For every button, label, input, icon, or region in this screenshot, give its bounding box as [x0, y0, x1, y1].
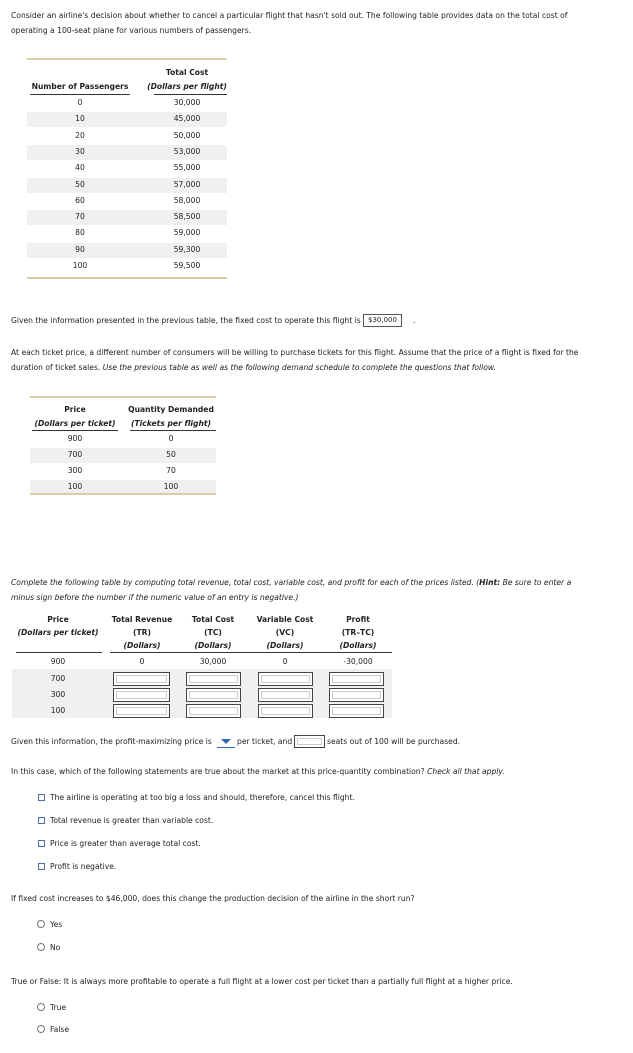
profit-row-900-tc: 30,000 [199, 657, 227, 666]
demand-intro-line-1: At each ticket price, a different number of consumers will be willing to purchase tickets for this flight. Assume that the price of a flight is fixed for the [11, 348, 579, 357]
intro-line-1: Consider an airline's decision about whether to cancel a particular flight that hasn't sold out. The following table provides data on the total cost of [11, 11, 568, 20]
cost-passengers-cell: 40 [75, 163, 85, 173]
true-false-option-label: True [50, 1003, 67, 1012]
profit-table [12, 610, 392, 720]
profit-row-900-price: 900 [50, 657, 66, 666]
cost-header-total-cost: Total Cost [165, 68, 209, 77]
profit-header-tr-abbr: (TR) [133, 628, 151, 637]
variable-cost-input[interactable] [258, 672, 313, 686]
cost-header-passengers: Number of Passengers [31, 82, 129, 91]
statements-question-text: In this case, which of the following statements are true about the market at this price-quantity combination? [11, 767, 428, 776]
demand-quantity-cell: 0 [168, 434, 174, 443]
statement-checkbox[interactable] [38, 840, 45, 847]
profit-row-900-profit: -30,000 [343, 657, 373, 666]
fixed-cost-question: Given the information presented in the previous table, the fixed cost to operate this flight is [11, 316, 361, 325]
total-revenue-input[interactable] [113, 704, 170, 718]
cost-total-cell: 58,500 [173, 212, 201, 222]
cost-passengers-cell: 30 [75, 146, 85, 156]
cost-total-cell: 53,000 [173, 146, 201, 156]
cost-total-cell: 30,000 [173, 98, 201, 107]
demand-quantity-cell: 50 [166, 450, 176, 459]
total-cost-input[interactable] [186, 688, 241, 702]
cost-table [27, 58, 227, 282]
cost-total-cell: 58,000 [173, 195, 201, 205]
profit-max-text-a: Given this information, the profit-maximizing price is [11, 737, 212, 746]
demand-quantity-cell: 100 [163, 482, 179, 491]
cost-total-cell: 59,500 [173, 261, 201, 270]
profit-header-tr-unit: (Dollars) [123, 641, 161, 650]
profit-header-price: Price [47, 615, 69, 624]
cost-total-cell: 59,000 [173, 228, 201, 238]
profit-row-price: 700 [50, 674, 66, 683]
profit-header-profit-unit: (Dollars) [339, 641, 377, 650]
cost-passengers-cell: 70 [75, 212, 85, 222]
statement-checkbox[interactable] [38, 863, 45, 870]
profit-row-900-tr: 0 [139, 657, 145, 666]
cost-total-cell: 57,000 [173, 179, 201, 189]
compute-line-2: minus sign before the number if the numeric value of an entry is negative.) [11, 593, 299, 602]
statement-option-label: Total revenue is greater than variable cost. [50, 816, 214, 825]
total-cost-input[interactable] [186, 672, 241, 686]
statement-option-label: The airline is operating at too big a loss and should, therefore, cancel this flight. [50, 793, 355, 802]
profit-input[interactable] [329, 688, 384, 702]
cost-passengers-cell: 90 [75, 244, 85, 254]
cost-total-cell: 45,000 [173, 114, 201, 124]
profit-header-price-unit: (Dollars per ticket) [17, 628, 99, 637]
demand-price-cell: 100 [67, 482, 83, 491]
demand-price-cell: 300 [67, 466, 83, 475]
profit-header-tc-abbr: (TC) [204, 628, 222, 637]
profit-row-price: 100 [50, 706, 66, 715]
statement-option-label: Price is greater than average total cost. [50, 839, 201, 848]
cost-total-cell: 55,000 [173, 163, 201, 173]
cost-passengers-cell: 60 [75, 195, 85, 205]
profit-max-text-b: per ticket, and [237, 737, 293, 746]
intro-line-2: operating a 100-seat plane for various numbers of passengers. [11, 26, 252, 35]
profit-header-vc: Variable Cost [256, 615, 314, 624]
demand-intro-instruction: Use the previous table as well as the following demand schedule to complete the questions that follow. [102, 363, 497, 372]
true-false-question: True or False: It is always more profitable to operate a full flight at a lower cost per ticket than a partially full flight at a higher price. [11, 977, 513, 986]
dropdown-arrow-icon [221, 739, 231, 744]
total-revenue-input[interactable] [113, 688, 170, 702]
compute-line-1a: Complete the following table by computing total revenue, total cost, variable cost, and profit for each of the prices listed. ( [11, 578, 480, 587]
fixed-increase-option-label: No [50, 943, 61, 952]
fixed-cost-period: . [413, 316, 416, 325]
profit-row-price: 300 [50, 690, 66, 699]
fixed-increase-radio[interactable] [37, 943, 45, 951]
profit-row-900-vc: 0 [282, 657, 288, 666]
demand-table [30, 396, 216, 498]
total-revenue-input[interactable] [113, 672, 170, 686]
profit-input[interactable] [329, 672, 384, 686]
fixed-increase-question: If fixed cost increases to $46,000, does this change the production decision of the airline in the short run? [11, 894, 415, 903]
cost-total-cell: 59,300 [173, 244, 201, 254]
intro-text [11, 8, 567, 38]
cost-passengers-cell: 80 [75, 228, 85, 238]
statement-checkbox[interactable] [38, 794, 45, 801]
profit-header-vc-unit: (Dollars) [266, 641, 304, 650]
true-false-radio[interactable] [37, 1003, 45, 1011]
demand-intro [11, 345, 578, 375]
fixed-cost-answer[interactable]: $30,000 [363, 314, 402, 327]
demand-header-price: Price [64, 405, 86, 414]
profit-header-vc-abbr: (VC) [275, 628, 295, 637]
seats-input[interactable] [294, 735, 325, 748]
true-false-radio[interactable] [37, 1025, 45, 1033]
profit-header-profit-abbr: (TR–TC) [341, 628, 375, 637]
cost-passengers-cell: 100 [72, 261, 88, 270]
profit-header-tr: Total Revenue [111, 615, 173, 624]
variable-cost-input[interactable] [258, 688, 313, 702]
total-cost-input[interactable] [186, 704, 241, 718]
profit-header-tc-unit: (Dollars) [194, 641, 232, 650]
compute-hint-label: Hint: [479, 578, 501, 587]
statement-checkbox[interactable] [38, 817, 45, 824]
demand-header-quantity: Quantity Demanded [128, 405, 214, 414]
cost-header-dollars: (Dollars per flight) [147, 82, 227, 91]
cost-total-cell: 50,000 [173, 130, 201, 140]
profit-header-profit: Profit [346, 615, 370, 624]
true-false-option-label: False [50, 1025, 70, 1034]
cost-passengers-cell: 20 [75, 130, 85, 140]
statements-instruction: Check all that apply. [427, 767, 505, 776]
fixed-increase-radio[interactable] [37, 920, 45, 928]
price-dropdown[interactable] [217, 737, 235, 749]
statement-option-label: Profit is negative. [50, 862, 117, 871]
profit-input[interactable] [329, 704, 384, 718]
fixed-increase-option-label: Yes [50, 920, 63, 929]
demand-price-cell: 700 [67, 450, 83, 459]
cost-passengers-cell: 50 [75, 179, 85, 189]
demand-price-cell: 900 [67, 434, 83, 443]
compute-instructions [11, 575, 571, 605]
demand-header-price-unit: (Dollars per ticket) [34, 419, 116, 428]
variable-cost-input[interactable] [258, 704, 313, 718]
demand-header-quantity-unit: (Tickets per flight) [131, 419, 211, 428]
cost-passengers-cell: 0 [77, 98, 83, 107]
cost-passengers-cell: 10 [75, 114, 85, 124]
profit-header-tc: Total Cost [191, 615, 235, 624]
statements-question [11, 767, 505, 776]
demand-quantity-cell: 70 [166, 466, 176, 475]
profit-max-text-c: seats out of 100 will be purchased. [327, 737, 461, 746]
demand-intro-line-2: duration of ticket sales. [11, 363, 103, 372]
compute-line-1b: Be sure to enter a [500, 578, 572, 587]
